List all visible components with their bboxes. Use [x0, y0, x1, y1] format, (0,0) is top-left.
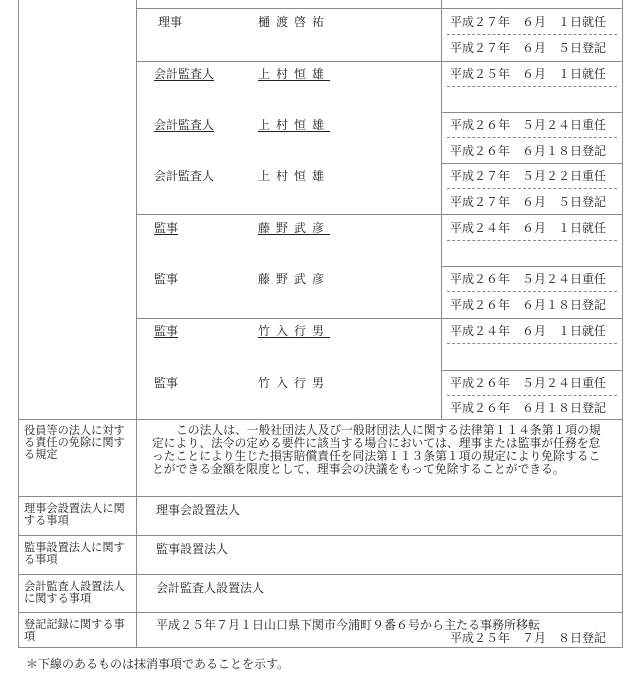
section-divider [18, 612, 623, 613]
officer-event-date: 平成２５年 ６月 １日就任 [450, 67, 607, 81]
officer-role: 監事 [154, 324, 179, 338]
section-label-accounting-auditor: 会計監査人設置法人に関する事項 [24, 580, 125, 605]
officer-name: 竹入行男 [258, 324, 331, 338]
officer-event-date: 平成２６年 ５月２４日重任 [450, 118, 607, 132]
officer-registration-date: 平成２６年 ６月１８日登記 [450, 144, 607, 158]
date-dash-divider [447, 137, 617, 138]
date-column-divider [441, 0, 442, 419]
officer-role: 会計監査人 [154, 118, 215, 132]
date-dash-divider [447, 86, 617, 87]
officer-registration-date: 平成２６年 ６月１８日登記 [450, 298, 607, 312]
date-dash-divider [447, 34, 617, 35]
officer-group-divider [136, 8, 622, 9]
section-label-registration: 登記記録に関する事項 [24, 618, 125, 643]
officer-event-date: 平成２７年 ５月２２日重任 [450, 169, 607, 183]
officer-role: 監事 [154, 376, 179, 390]
date-cell-divider [441, 112, 622, 113]
officer-event-date: 平成２６年 ５月２４日重任 [450, 272, 607, 286]
date-cell-divider [441, 163, 622, 164]
officer-name: 上村恒雄 [258, 169, 331, 183]
officer-name: 樋渡啓祐 [258, 15, 331, 29]
outer-left-border [18, 0, 19, 648]
officer-event-date: 平成２７年 ６月 １日就任 [450, 15, 607, 29]
officer-group-divider [136, 61, 622, 62]
table-bottom-border [18, 647, 623, 648]
date-dash-divider [447, 188, 617, 189]
officer-role: 理事 [158, 15, 183, 29]
date-cell-divider [441, 266, 622, 267]
section-divider [18, 535, 623, 536]
section-text-accounting-auditor: 会計監査人設置法人 [156, 581, 265, 595]
officer-name: 上村恒雄 [258, 118, 331, 132]
officer-event-date: 平成２４年 ６月 １日就任 [450, 221, 607, 235]
date-dash-divider [447, 343, 617, 344]
date-dash-divider [447, 240, 617, 241]
date-cell-divider [441, 370, 622, 371]
officer-event-date: 平成２４年 ６月 １日就任 [450, 324, 607, 338]
date-dash-divider [447, 291, 617, 292]
officer-role: 監事 [154, 221, 179, 235]
section-label-board: 理事会設置法人に関する事項 [24, 502, 125, 527]
date-dash-divider [447, 395, 617, 396]
officer-name: 藤野武彦 [258, 272, 331, 286]
section-divider [18, 496, 623, 497]
officer-name: 竹入行男 [258, 376, 331, 390]
section-text-liability: この法人は、一般社団法人及び一般財団法人に関する法律第１１４条第１項の規定により、法令の定める要件に該当する場合においては、理事または監事が任務を怠ったことにより生じた損害賠償責任を同法第１１３条第１項の規定により免除することができる金額を限度として、理事会の決議をもって免除することができる。 [152, 423, 601, 476]
outer-right-border [622, 0, 623, 648]
officer-registration-date: 平成２７年 ６月 ５日登記 [450, 41, 607, 55]
section-label-liability: 役員等の法人に対する責任の免除に関する規定 [24, 424, 125, 461]
officer-registration-date: 平成２６年 ６月１８日登記 [450, 401, 607, 415]
officer-name: 藤野武彦 [258, 221, 331, 235]
section-divider [18, 419, 623, 420]
footnote: ＊下線のあるものは抹消事項であることを示す。 [26, 657, 290, 671]
officer-role: 会計監査人 [154, 67, 215, 81]
officer-name: 上村恒雄 [258, 67, 331, 81]
section-label-auditor: 監事設置法人に関する事項 [24, 541, 125, 566]
section-text-board: 理事会設置法人 [156, 503, 241, 517]
section-divider [18, 574, 623, 575]
officer-role: 監事 [154, 272, 179, 286]
officer-role: 会計監査人 [154, 169, 215, 183]
officer-group-divider [136, 214, 622, 215]
officer-group-divider [136, 318, 622, 319]
section-text-registration: 平成２５年７月１日山口県下関市今浦町９番６号から主たる事務所移転 [156, 618, 541, 632]
officer-event-date: 平成２６年 ５月２４日重任 [450, 376, 607, 390]
section-registration-date: 平成２５年 ７月 ８日登記 [450, 631, 607, 645]
label-column-divider [136, 0, 137, 648]
officer-registration-date: 平成２７年 ６月 ５日登記 [450, 195, 607, 209]
section-text-auditor: 監事設置法人 [156, 542, 229, 556]
